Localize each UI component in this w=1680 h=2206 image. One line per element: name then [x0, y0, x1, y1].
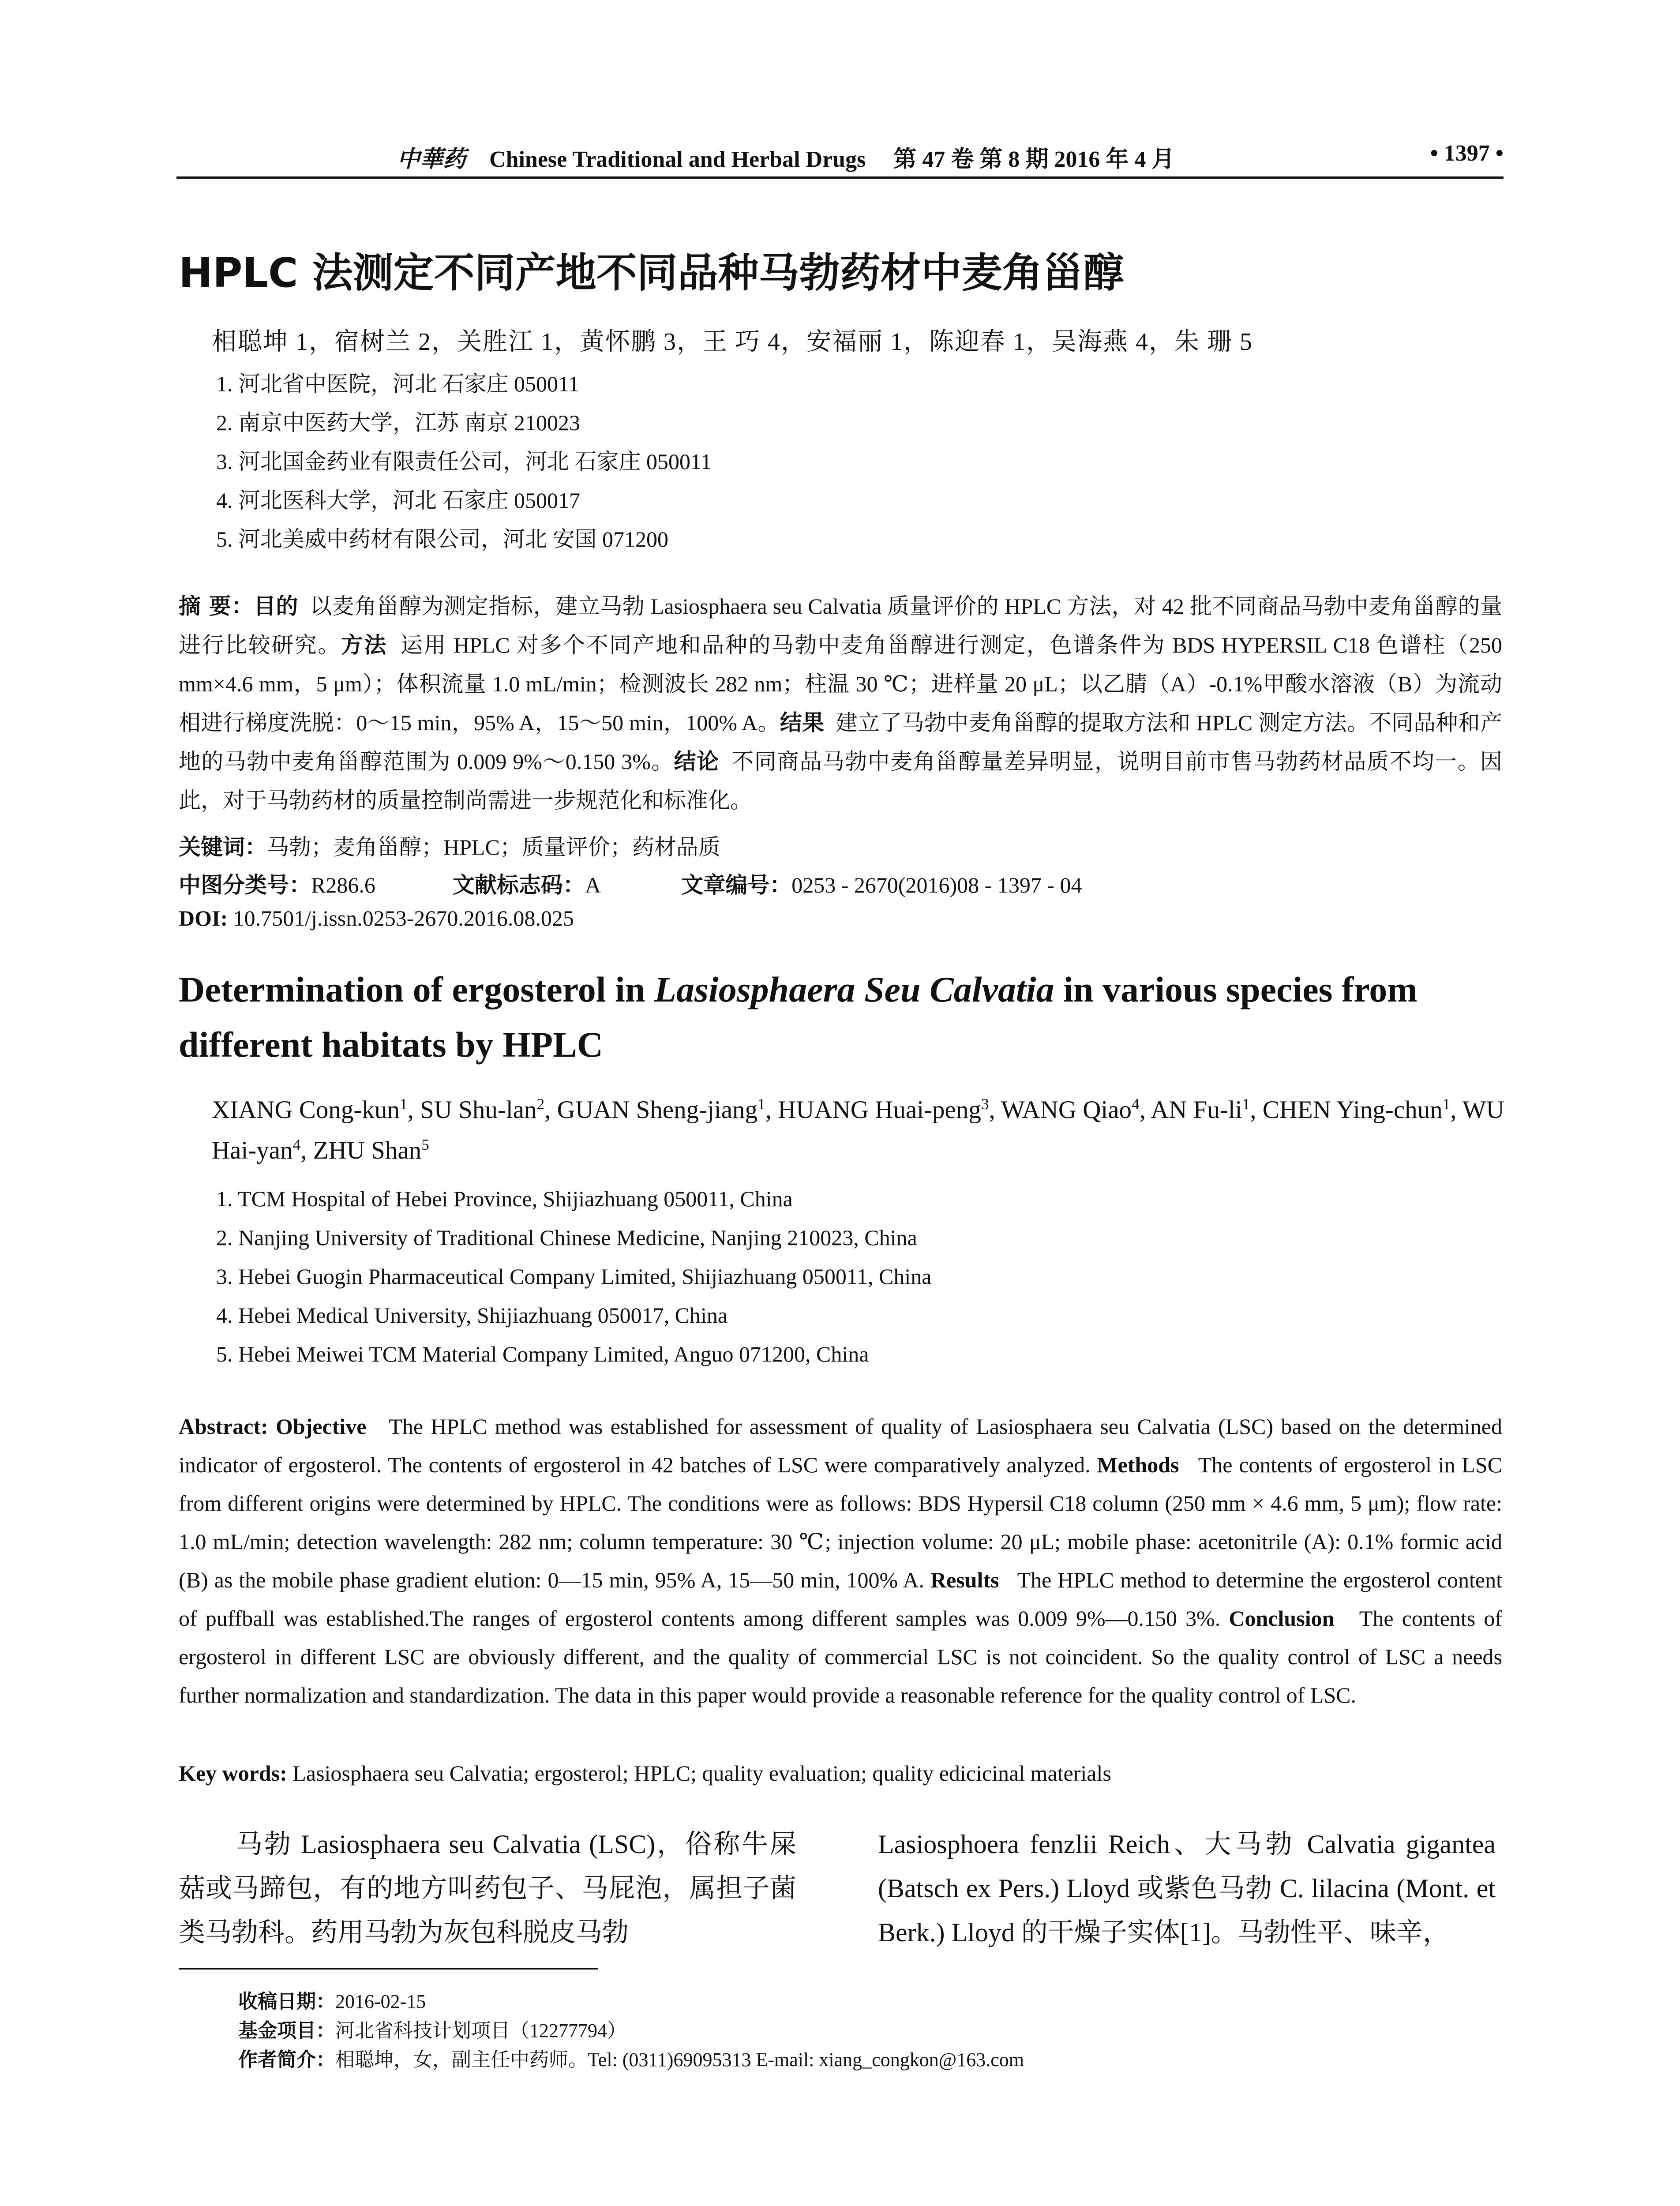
received-date-note	[238, 1985, 426, 2014]
results-text: 建立了马勃中麦角甾醇的提取方法和 HPLC 测定方法。不同品种和产地的马勃中麦角甾醇范围为 0.009 9%～0.150 3%。	[179, 710, 1502, 774]
clc-label: 中图分类号：	[179, 872, 311, 898]
author-name: HUANG Huai-peng	[778, 1096, 981, 1124]
conclusion-text: 不同商品马勃中麦角甾醇量差异明显，说明目前市售马勃药材品质不均一。因此，对于马勃药材的质量控制尚需进一步规范化和标准化。	[179, 749, 1502, 813]
author-name: ZHU Shan	[313, 1137, 422, 1164]
keywords: 马勃；麦角甾醇；HPLC；质量评价；药材品质	[267, 835, 720, 859]
author-affiliation-index: 5	[421, 1136, 429, 1153]
received-label: 收稿日期：	[238, 1990, 335, 2013]
doc-code-label: 文献标志码：	[452, 872, 585, 898]
doc-code: A	[585, 873, 600, 897]
author-affiliation-index: 3	[981, 1095, 989, 1113]
author-affiliation-index: 2	[536, 1095, 545, 1113]
article-no: 0253 - 2670(2016)08 - 1397 - 04	[791, 873, 1082, 897]
english-affiliation: 3. Hebei Guogin Pharmaceutical Company Limited, Shijiazhuang 050011, China	[216, 1264, 932, 1289]
doi-label: DOI:	[179, 906, 228, 930]
author-bio-note	[238, 2044, 1024, 2072]
body-column-right: Lasiosphoera fenzlii Reich、大马勃 Calvatia gigantea (Batsch ex Pers.) Lloyd 或紫色马勃 C. lilacina (Mont. et Berk.) Lloyd 的干燥子实体[1]。马勃性平、味辛，	[878, 1830, 1496, 1947]
method-text: 运用 HPLC 对多个不同产地和品种的马勃中麦角甾醇进行测定，色谱条件为 BDS HYPERSIL C18 色谱柱（250 mm×4.6 mm，5 μm）；体积流量 1.0 mL/min；检测波长 282 nm；柱温 30 ℃；进样量 20 μL；以乙腈（A）-0.1%甲酸水溶液（B）为流动相进行梯度洗脱：0～15 min，95% A，15～50 min，100% A。	[179, 633, 1503, 735]
english-title-species: Lasiosphaera Seu Calvatia	[654, 969, 1054, 1009]
results-text: The HPLC method to determine the ergosterol content of puffball was established.The ranges of ergosterol contents among different samples was 0.009 9%—0.150 3%.	[179, 1568, 1503, 1631]
methods-text: The contents of ergosterol in LSC from different origins were determined by HPLC. The conditions were as follows: BDS Hypersil C18 column (250 mm × 4.6 mm, 5 μm); flow rate: 1.0 mL/min; detection wavelength: 282 nm; column temperature: 30 ℃; injection volume: 20 μL; mobile phase: acetonitrile (A): 0.1% formic acid (B) as the mobile phase gradient elution: 0—15 min, 95% A, 15—50 min, 100% A.	[179, 1452, 1502, 1592]
author-bio-text: 相聪坤，女，副主任中药师。Tel: (0311)69095313 E-mail: xiang_congkon@163.com	[335, 2049, 1024, 2071]
running-header	[176, 140, 1504, 171]
chinese-affiliation: 3. 河北国金药业有限责任公司，河北 石家庄 050011	[216, 449, 712, 474]
abstract-label: 摘 要：	[179, 593, 254, 619]
author-affiliation-index: 1	[399, 1095, 408, 1113]
keywords: Lasiosphaera seu Calvatia; ergosterol; HPLC; quality evaluation; quality edicicinal materials	[292, 1761, 1111, 1786]
english-title	[179, 962, 1502, 1072]
doi-value: 10.7501/j.issn.0253-2670.2016.08.025	[233, 906, 574, 930]
english-title-part: in various species from different habitats by HPLC	[179, 969, 1418, 1065]
english-authors: XIANG Cong-kun$^1$, SU Shu-lan$^2$, GUAN Sheng-jiang$^1$, HUANG Huai-peng$^3$, WANG Qiao$^4$, AN $Fu-li^1$, CHEN Ying-chun$^1$, WU Hai-yan$^4$, ZHU Shan$^5$	[212, 1095, 1504, 1164]
objective-text: 以麦角甾醇为测定指标，建立马勃 Lasiosphaera seu Calvatia 质量评价的 HPLC 方法，对 42 批不同商品马勃中麦角甾醇的量进行比较研究。	[179, 594, 1503, 657]
english-affiliation: 1. TCM Hospital of Hebei Province, Shijiazhuang 050011, China	[216, 1186, 793, 1211]
author-affiliation-index: 1	[758, 1095, 765, 1113]
chinese-authors: 相聪坤 1，宿树兰 2，关胜江 1，黄怀鹏 3，王 巧 4，安福丽 1，陈迎春 1，吴海燕 4，朱 珊 5	[212, 328, 1253, 356]
fund-label: 基金项目：	[238, 2019, 335, 2042]
author-affiliation-index: 4	[292, 1136, 301, 1153]
methods-label: Methods	[1097, 1452, 1179, 1477]
english-affiliation: 4. Hebei Medical University, Shijiazhuang 050017, China	[216, 1303, 728, 1328]
english-affiliation: 2. Nanjing University of Traditional Chinese Medicine, Nanjing 210023, China	[216, 1225, 917, 1250]
fund-text: 河北省科技计划项目（12277794）	[335, 2020, 626, 2041]
classification-line	[179, 867, 1082, 899]
results-label: Results	[930, 1568, 999, 1592]
header-rule	[176, 176, 1504, 179]
results-label: 结果	[780, 710, 825, 735]
article-no-label: 文章编号：	[681, 872, 792, 898]
author-name: GUAN Sheng-jiang	[557, 1096, 758, 1124]
received-date: 2016-02-15	[335, 1991, 426, 2012]
footnote-rule	[179, 1968, 598, 1970]
author-name: SU Shu-lan	[420, 1096, 537, 1124]
english-keywords-line	[179, 1754, 1502, 1793]
conclusion-label: 结论	[674, 749, 720, 774]
fund-note	[238, 2015, 626, 2043]
journal-line	[397, 140, 1174, 173]
author-name: XIANG Cong-kun	[212, 1096, 400, 1124]
objective-label: 目的	[253, 593, 299, 619]
conclusion-label: Conclusion	[1229, 1606, 1335, 1631]
conclusion-text: The contents of ergosterol in different LSC are obviously different, and the quality of commercial LSC is not coincident. So the quality control of LSC a needs further normalization and standardization. The data in this paper would provide a reasonable reference for the quality control of LSC.	[179, 1606, 1503, 1707]
chinese-affiliation: 2. 南京中医药大学，江苏 南京 210023	[216, 410, 580, 435]
author-affiliation-index: 1	[1442, 1095, 1451, 1113]
chinese-affiliation: 1. 河北省中医院，河北 石家庄 050011	[216, 371, 580, 396]
author-name: AN Fu-li	[1151, 1096, 1242, 1124]
body-column-left: 马勃 Lasiosphaera seu Calvatia (LSC)，俗称牛屎菇或马蹄包，有的地方叫药包子、马屁泡，属担子菌类马勃科。药用马勃为灰包科脱皮马勃	[179, 1830, 796, 1947]
journal-logo: 中華药	[397, 147, 466, 172]
page-number: • 1397 •	[1430, 141, 1504, 166]
author-affiliation-index: 1	[1242, 1095, 1250, 1113]
chinese-affiliation: 4. 河北医科大学，河北 石家庄 050017	[216, 488, 580, 513]
english-affiliation: 5. Hebei Meiwei TCM Material Company Limited, Anguo 071200, China	[216, 1342, 869, 1366]
author-name: WANG Qiao	[1001, 1096, 1132, 1124]
method-label: 方法	[341, 632, 387, 658]
author-affiliation-index: 4	[1132, 1095, 1140, 1113]
chinese-keywords-line	[179, 829, 720, 861]
author-name: CHEN Ying-chun	[1262, 1096, 1443, 1124]
issue-info: 第 47 卷 第 8 期 2016 年 4 月	[893, 147, 1175, 172]
keywords-label: Key words:	[179, 1761, 287, 1786]
abstract-label: Abstract:	[179, 1414, 268, 1439]
chinese-title: HPLC 法测定不同产地不同品种马勃药材中麦角甾醇	[179, 249, 1124, 296]
doi-line	[179, 905, 574, 931]
chinese-affiliation: 5. 河北美威中药材有限公司，河北 安国 071200	[216, 527, 668, 552]
english-title-part: Determination of ergosterol in	[179, 969, 654, 1009]
clc-code: R286.6	[311, 873, 375, 897]
english-abstract	[179, 1407, 1502, 1715]
objective-label: Objective	[276, 1414, 367, 1439]
keywords-label: 关键词：	[179, 834, 267, 860]
journal-name: Chinese Traditional and Herbal Drugs	[489, 147, 866, 172]
author-bio-label: 作者简介：	[238, 2048, 335, 2071]
author-name: WU Hai-yan	[212, 1096, 1504, 1164]
chinese-abstract	[179, 587, 1502, 820]
objective-text: The HPLC method was established for assessment of quality of Lasiosphaera seu Calvatia (LSC) based on the determined indicator of ergosterol. The contents of ergosterol in 42 batches of LSC were comparatively analyzed.	[179, 1414, 1502, 1477]
